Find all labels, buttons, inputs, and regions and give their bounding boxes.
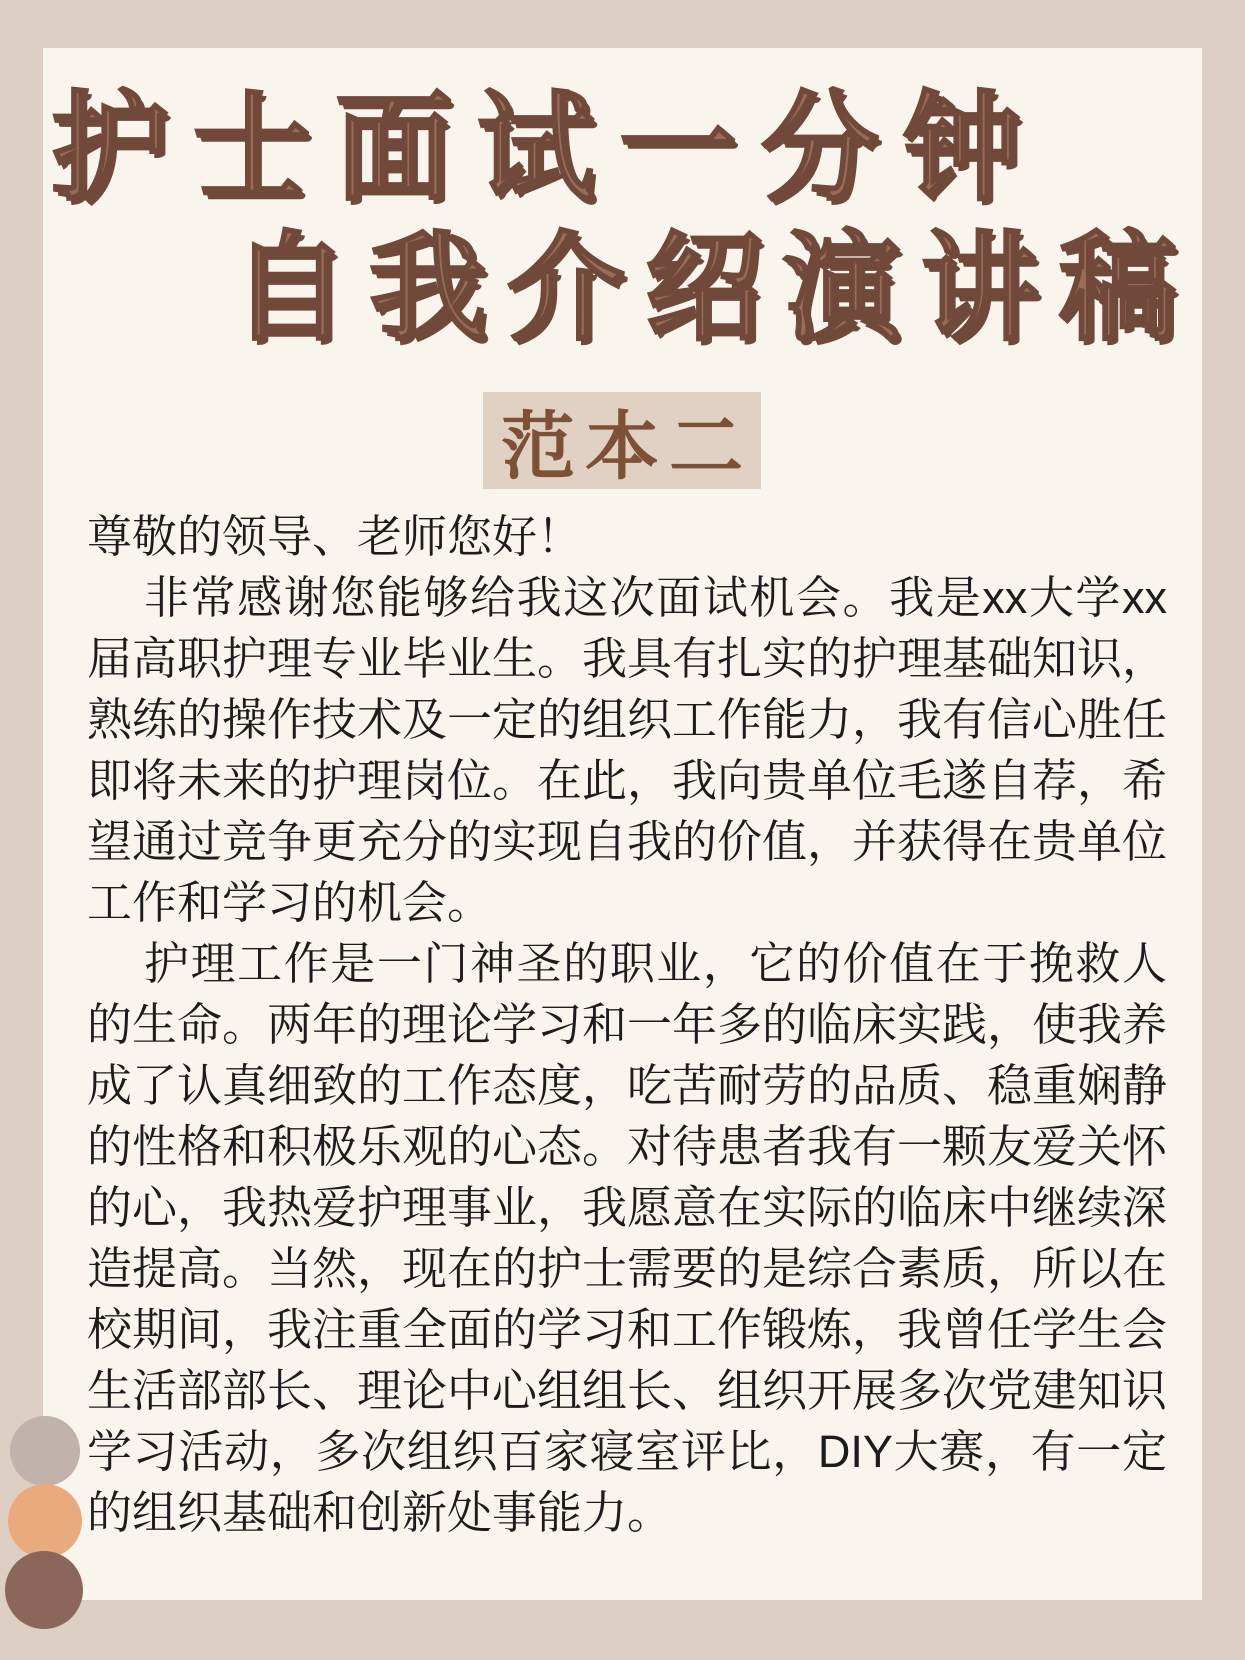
- content-card: [43, 48, 1202, 1600]
- decorative-circle-middle: [8, 1484, 82, 1558]
- poster-title-line1: 护士面试一分钟: [51, 79, 1046, 217]
- speech-greeting-paragraph: 尊敬的领导、老师您好！: [87, 511, 583, 562]
- poster-title: [43, 78, 1202, 358]
- decorative-circle-bottom: [5, 1551, 83, 1629]
- speech-body: [87, 506, 1167, 1543]
- poster-title-line2: 自我介绍演讲稿: [231, 219, 1198, 357]
- speech-paragraph-2: 护理工作是一门神圣的职业，它的价值在于挽救人的生命。两年的理论学习和一年多的临床实践，使我养成了认真细致的工作态度，吃苦耐劳的品质、稳重娴静的性格和积极乐观的心态。对待患者我有一颗友爱关怀的心，我热爱护理事业，我愿意在实际的临床中继续深造提高。当然，现在的护士需要的是综合素质，所以在校期间，我注重全面的学习和工作锻炼，我曾任学生会生活部部长、理论中心组组长、组织开展多次党建知识学习活动，多次组织百家寝室评比，DIY大赛，有一定的组织基础和创新处事能力。: [87, 938, 1168, 1538]
- template-number-label: 范本二: [501, 406, 753, 489]
- speech-paragraph-1: 非常感谢您能够给我这次面试机会。我是xx大学xx届高职护理专业毕业生。我具有扎实的护理基础知识，熟练的操作技术及一定的组织工作能力，我有信心胜任即将未来的护理岗位。在此，我向贵单位毛遂自荐，希望通过竞争更充分的实现自我的价值，并获得在贵单位工作和学习的机会。: [87, 572, 1168, 928]
- decorative-circle-top: [10, 1416, 80, 1486]
- template-number-badge: [483, 392, 761, 489]
